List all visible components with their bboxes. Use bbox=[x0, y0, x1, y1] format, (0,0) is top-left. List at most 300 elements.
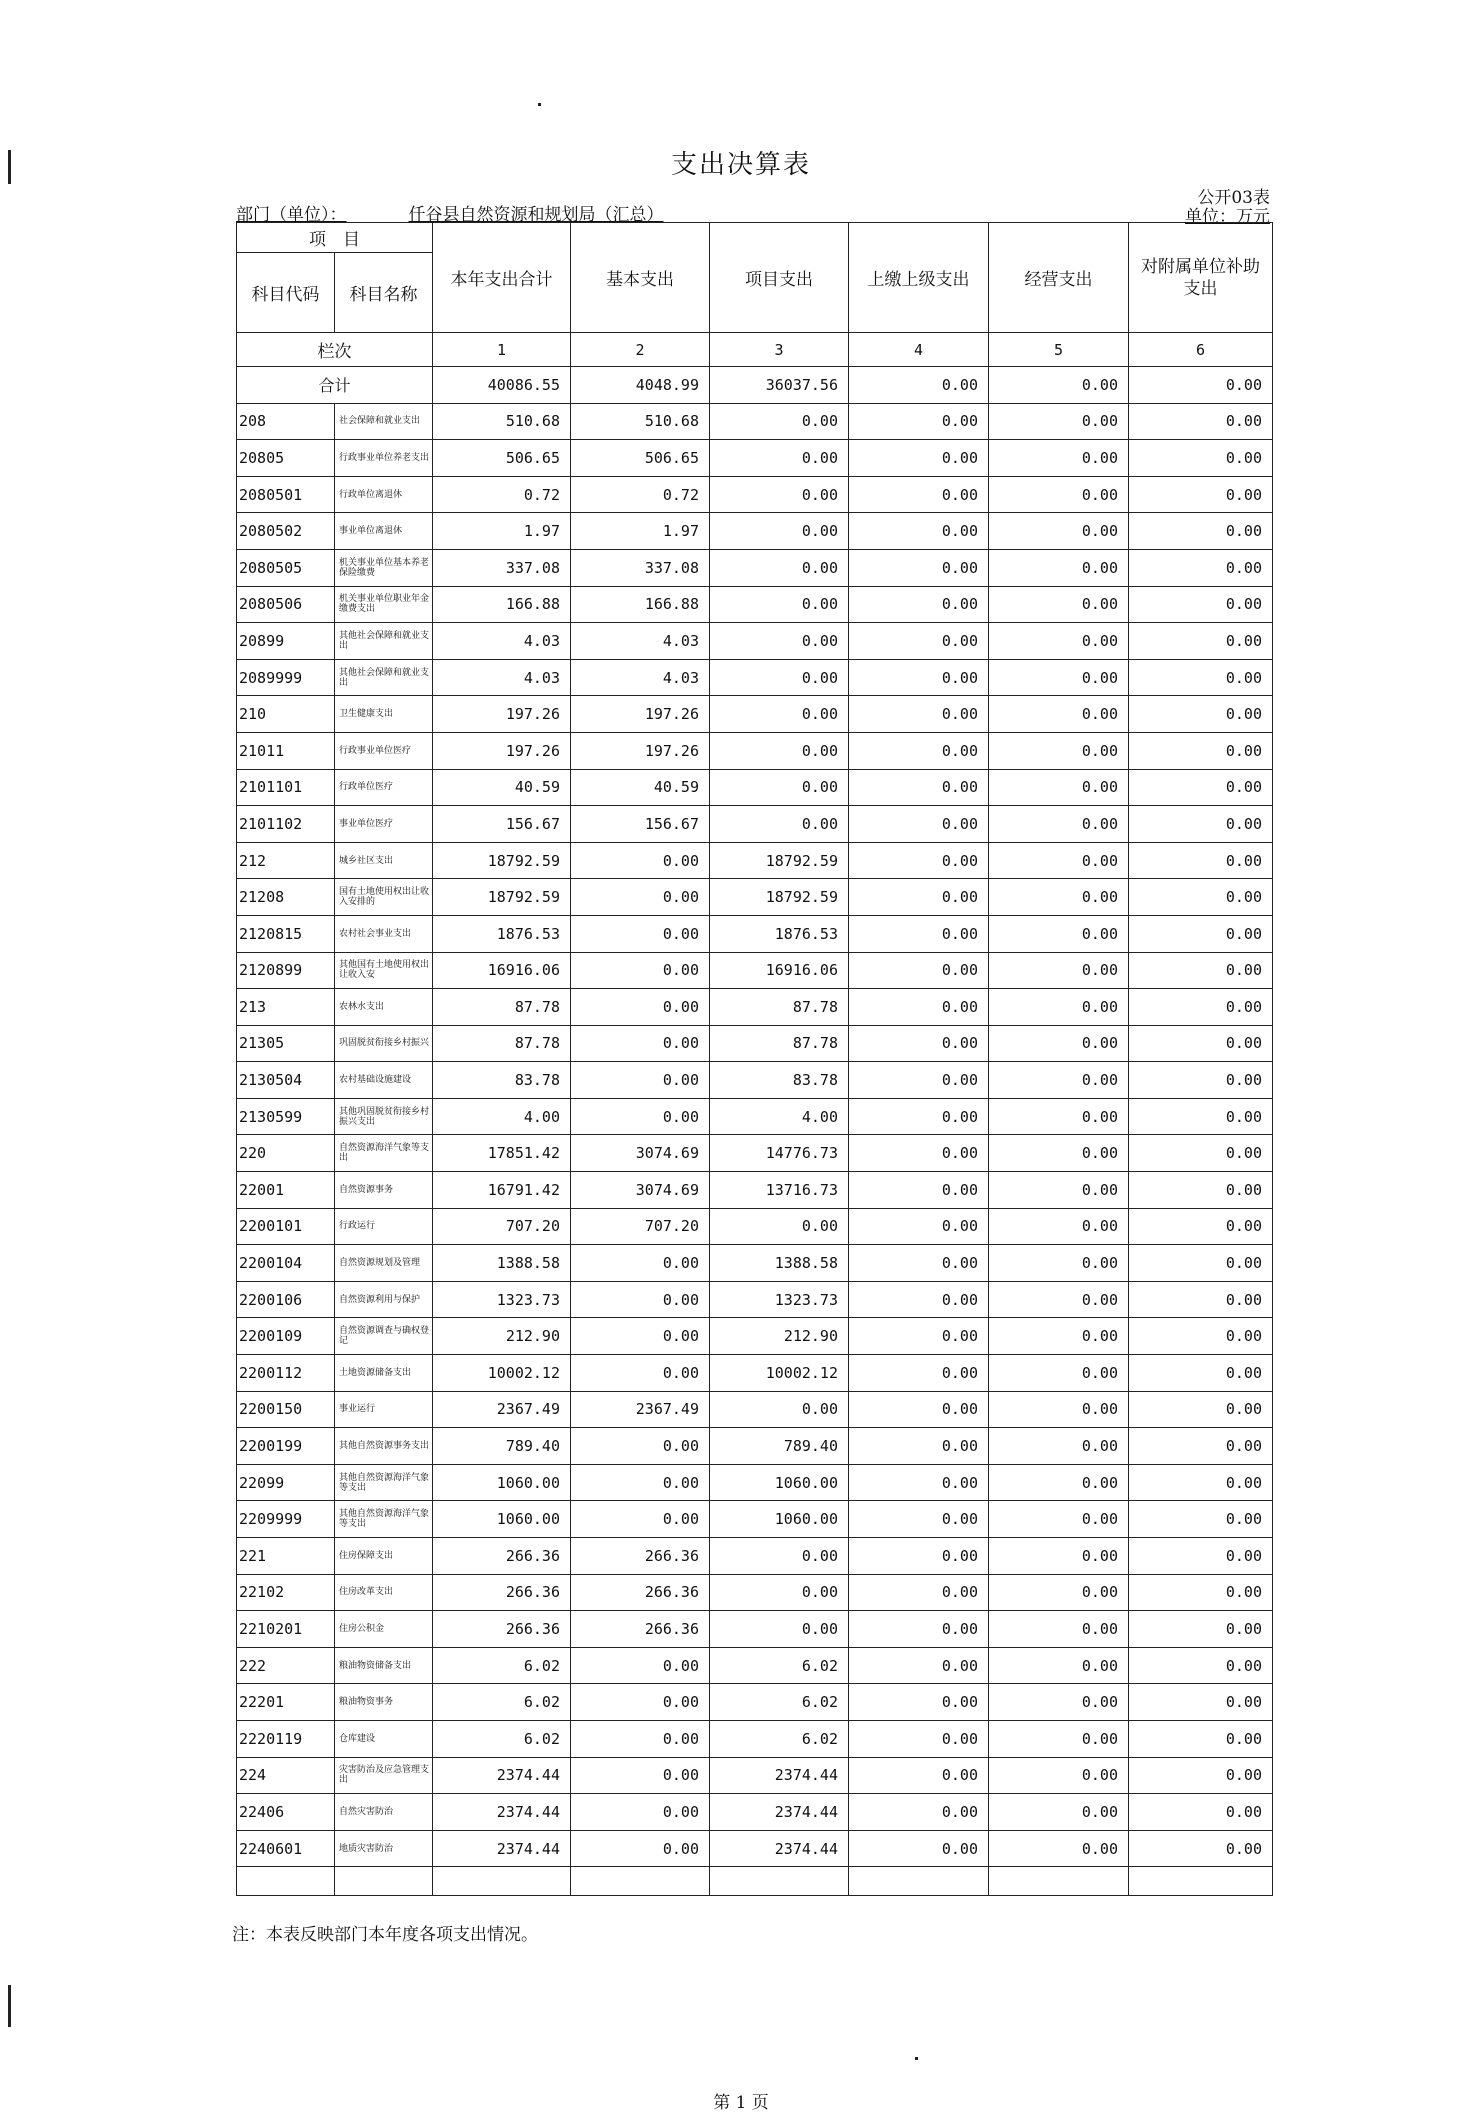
amount-cell: 0.00 bbox=[571, 1794, 710, 1831]
subject-code: 21011 bbox=[237, 732, 335, 769]
amount-cell: 0.00 bbox=[989, 769, 1129, 806]
amount-cell: 0.00 bbox=[571, 1025, 710, 1062]
amount-cell: 0.00 bbox=[571, 1647, 710, 1684]
subject-name: 行政单位离退休 bbox=[335, 476, 433, 513]
amount-cell: 0.00 bbox=[1129, 476, 1273, 513]
amount-cell: 0.00 bbox=[710, 1538, 849, 1575]
table-row bbox=[237, 842, 1273, 879]
table-row bbox=[237, 1538, 1273, 1575]
table-row bbox=[237, 586, 1273, 623]
amount-cell: 0.00 bbox=[989, 1538, 1129, 1575]
blank-cell bbox=[237, 1867, 335, 1896]
amount-cell: 0.00 bbox=[849, 732, 989, 769]
table-row bbox=[237, 1501, 1273, 1538]
amount-cell: 0.00 bbox=[710, 403, 849, 440]
amount-cell: 0.00 bbox=[989, 1830, 1129, 1867]
table-row bbox=[237, 696, 1273, 733]
subject-name: 农村基础设施建设 bbox=[335, 1062, 433, 1099]
amount-cell: 0.00 bbox=[571, 1318, 710, 1355]
table-row bbox=[237, 623, 1273, 660]
amount-cell: 0.00 bbox=[710, 513, 849, 550]
subject-name: 行政单位医疗 bbox=[335, 769, 433, 806]
amount-cell: 0.00 bbox=[710, 623, 849, 660]
amount-cell: 1876.53 bbox=[710, 915, 849, 952]
amount-cell: 0.00 bbox=[989, 513, 1129, 550]
subject-name: 其他国有土地使用权出让收入安 bbox=[335, 952, 433, 989]
amount-cell: 6.02 bbox=[710, 1720, 849, 1757]
col-number: 5 bbox=[989, 333, 1129, 367]
total-value: 0.00 bbox=[989, 367, 1129, 404]
subject-code: 208 bbox=[237, 403, 335, 440]
amount-cell: 1060.00 bbox=[433, 1464, 571, 1501]
subject-name: 其他社会保障和就业支出 bbox=[335, 623, 433, 660]
subject-name: 粮油物资储备支出 bbox=[335, 1647, 433, 1684]
subject-code: 2209999 bbox=[237, 1501, 335, 1538]
table-row bbox=[237, 952, 1273, 989]
amount-cell: 1060.00 bbox=[710, 1464, 849, 1501]
amount-cell: 0.00 bbox=[989, 1025, 1129, 1062]
amount-cell: 0.00 bbox=[989, 1428, 1129, 1465]
amount-cell: 0.00 bbox=[1129, 549, 1273, 586]
amount-cell: 2374.44 bbox=[433, 1794, 571, 1831]
amount-cell: 337.08 bbox=[433, 549, 571, 586]
amount-cell: 0.00 bbox=[849, 1062, 989, 1099]
amount-cell: 0.00 bbox=[849, 1794, 989, 1831]
subject-code: 2200106 bbox=[237, 1281, 335, 1318]
amount-cell: 0.00 bbox=[849, 1245, 989, 1282]
header-basic: 基本支出 bbox=[571, 223, 710, 333]
amount-cell: 0.00 bbox=[1129, 1757, 1273, 1794]
subject-name: 自然资源事务 bbox=[335, 1172, 433, 1209]
subject-code: 210 bbox=[237, 696, 335, 733]
subject-name: 地质灾害防治 bbox=[335, 1830, 433, 1867]
amount-cell: 0.00 bbox=[571, 1757, 710, 1794]
blank-cell bbox=[571, 1867, 710, 1896]
amount-cell: 510.68 bbox=[433, 403, 571, 440]
subject-code: 22406 bbox=[237, 1794, 335, 1831]
subject-code: 20805 bbox=[237, 440, 335, 477]
amount-cell: 0.00 bbox=[849, 586, 989, 623]
amount-cell: 0.00 bbox=[989, 1208, 1129, 1245]
amount-cell: 83.78 bbox=[710, 1062, 849, 1099]
subject-code: 224 bbox=[237, 1757, 335, 1794]
amount-cell: 0.00 bbox=[1129, 1208, 1273, 1245]
subject-code: 22102 bbox=[237, 1574, 335, 1611]
amount-cell: 156.67 bbox=[571, 806, 710, 843]
blank-cell bbox=[335, 1867, 433, 1896]
subject-code: 220 bbox=[237, 1135, 335, 1172]
amount-cell: 0.00 bbox=[989, 806, 1129, 843]
amount-cell: 212.90 bbox=[433, 1318, 571, 1355]
amount-cell: 6.02 bbox=[433, 1720, 571, 1757]
department-name: 仟谷县自然资源和规划局（汇总） bbox=[408, 205, 664, 225]
header-upper: 上缴上级支出 bbox=[849, 223, 989, 333]
amount-cell: 266.36 bbox=[571, 1538, 710, 1575]
subject-name: 行政事业单位养老支出 bbox=[335, 440, 433, 477]
amount-cell: 0.00 bbox=[989, 842, 1129, 879]
table-row bbox=[237, 1391, 1273, 1428]
amount-cell: 0.00 bbox=[571, 1098, 710, 1135]
amount-cell: 0.00 bbox=[1129, 1647, 1273, 1684]
amount-cell: 4.03 bbox=[571, 659, 710, 696]
amount-cell: 0.00 bbox=[849, 1720, 989, 1757]
amount-cell: 16916.06 bbox=[433, 952, 571, 989]
amount-cell: 0.00 bbox=[1129, 769, 1273, 806]
scan-dot-bottom bbox=[915, 2057, 918, 2060]
subject-code: 2080501 bbox=[237, 476, 335, 513]
amount-cell: 0.00 bbox=[710, 1574, 849, 1611]
amount-cell: 0.00 bbox=[1129, 1501, 1273, 1538]
amount-cell: 0.00 bbox=[1129, 1464, 1273, 1501]
amount-cell: 0.00 bbox=[1129, 806, 1273, 843]
subject-code: 22001 bbox=[237, 1172, 335, 1209]
subject-code: 2200112 bbox=[237, 1355, 335, 1392]
amount-cell: 506.65 bbox=[433, 440, 571, 477]
scan-dot-top bbox=[538, 103, 541, 106]
subject-name: 仓库建设 bbox=[335, 1720, 433, 1757]
amount-cell: 0.00 bbox=[710, 659, 849, 696]
amount-cell: 0.00 bbox=[1129, 696, 1273, 733]
header-total: 本年支出合计 bbox=[433, 223, 571, 333]
amount-cell: 0.00 bbox=[849, 1501, 989, 1538]
subject-code: 2080502 bbox=[237, 513, 335, 550]
subject-name: 城乡社区支出 bbox=[335, 842, 433, 879]
subject-code: 22201 bbox=[237, 1684, 335, 1721]
amount-cell: 0.00 bbox=[849, 1538, 989, 1575]
amount-cell: 0.00 bbox=[989, 1574, 1129, 1611]
amount-cell: 789.40 bbox=[710, 1428, 849, 1465]
amount-cell: 0.00 bbox=[849, 403, 989, 440]
amount-cell: 40.59 bbox=[433, 769, 571, 806]
amount-cell: 0.00 bbox=[849, 696, 989, 733]
subject-name: 自然资源调查与确权登记 bbox=[335, 1318, 433, 1355]
table-row bbox=[237, 879, 1273, 916]
amount-cell: 13716.73 bbox=[710, 1172, 849, 1209]
subject-code: 2210201 bbox=[237, 1611, 335, 1648]
table-row bbox=[237, 1684, 1273, 1721]
amount-cell: 0.00 bbox=[849, 952, 989, 989]
col-number: 2 bbox=[571, 333, 710, 367]
amount-cell: 0.00 bbox=[849, 1574, 989, 1611]
subject-name: 自然灾害防治 bbox=[335, 1794, 433, 1831]
blank-row bbox=[237, 1867, 1273, 1896]
table-row bbox=[237, 549, 1273, 586]
amount-cell: 212.90 bbox=[710, 1318, 849, 1355]
table-row bbox=[237, 1318, 1273, 1355]
blank-cell bbox=[710, 1867, 849, 1896]
amount-cell: 4.03 bbox=[433, 623, 571, 660]
amount-cell: 0.00 bbox=[1129, 1830, 1273, 1867]
subject-name: 其他自然资源海洋气象等支出 bbox=[335, 1501, 433, 1538]
amount-cell: 0.00 bbox=[571, 842, 710, 879]
amount-cell: 0.00 bbox=[1129, 1355, 1273, 1392]
amount-cell: 0.00 bbox=[849, 1684, 989, 1721]
table-row bbox=[237, 1281, 1273, 1318]
page-number: 第 1 页 bbox=[713, 2093, 769, 2113]
amount-cell: 0.00 bbox=[1129, 1720, 1273, 1757]
amount-cell: 0.00 bbox=[989, 1172, 1129, 1209]
subject-name: 巩固脱贫衔接乡村振兴 bbox=[335, 1025, 433, 1062]
table-row bbox=[237, 1574, 1273, 1611]
amount-cell: 6.02 bbox=[433, 1647, 571, 1684]
amount-cell: 0.00 bbox=[989, 1245, 1129, 1282]
blank-cell bbox=[989, 1867, 1129, 1896]
amount-cell: 0.00 bbox=[571, 1464, 710, 1501]
amount-cell: 0.00 bbox=[1129, 879, 1273, 916]
amount-cell: 0.00 bbox=[571, 1281, 710, 1318]
amount-cell: 6.02 bbox=[710, 1647, 849, 1684]
amount-cell: 0.00 bbox=[989, 1098, 1129, 1135]
amount-cell: 0.00 bbox=[849, 1830, 989, 1867]
table-row bbox=[237, 732, 1273, 769]
amount-cell: 0.00 bbox=[989, 1391, 1129, 1428]
table-row bbox=[237, 989, 1273, 1026]
amount-cell: 0.00 bbox=[1129, 1574, 1273, 1611]
table-row bbox=[237, 513, 1273, 550]
amount-cell: 0.00 bbox=[1129, 989, 1273, 1026]
subject-code: 2080506 bbox=[237, 586, 335, 623]
amount-cell: 0.00 bbox=[571, 1428, 710, 1465]
amount-cell: 266.36 bbox=[571, 1611, 710, 1648]
col-number: 4 bbox=[849, 333, 989, 367]
amount-cell: 4.00 bbox=[710, 1098, 849, 1135]
amount-cell: 197.26 bbox=[571, 732, 710, 769]
table-row bbox=[237, 1647, 1273, 1684]
col-number: 1 bbox=[433, 333, 571, 367]
subject-code: 2200109 bbox=[237, 1318, 335, 1355]
subject-code: 2101101 bbox=[237, 769, 335, 806]
subject-code: 22099 bbox=[237, 1464, 335, 1501]
subject-name: 自然资源利用与保护 bbox=[335, 1281, 433, 1318]
amount-cell: 156.67 bbox=[433, 806, 571, 843]
total-value: 40086.55 bbox=[433, 367, 571, 404]
amount-cell: 0.00 bbox=[710, 696, 849, 733]
amount-cell: 16791.42 bbox=[433, 1172, 571, 1209]
amount-cell: 337.08 bbox=[571, 549, 710, 586]
amount-cell: 0.00 bbox=[849, 1391, 989, 1428]
amount-cell: 0.00 bbox=[571, 1062, 710, 1099]
amount-cell: 10002.12 bbox=[710, 1355, 849, 1392]
subject-name: 行政事业单位医疗 bbox=[335, 732, 433, 769]
subject-code: 21208 bbox=[237, 879, 335, 916]
amount-cell: 2374.44 bbox=[433, 1757, 571, 1794]
amount-cell: 0.00 bbox=[1129, 403, 1273, 440]
amount-cell: 0.00 bbox=[989, 1355, 1129, 1392]
amount-cell: 0.00 bbox=[849, 1355, 989, 1392]
subject-code: 2200150 bbox=[237, 1391, 335, 1428]
amount-cell: 0.00 bbox=[710, 1391, 849, 1428]
table-row bbox=[237, 1830, 1273, 1867]
subject-name: 灾害防治及应急管理支出 bbox=[335, 1757, 433, 1794]
amount-cell: 1388.58 bbox=[710, 1245, 849, 1282]
subject-name: 土地资源储备支出 bbox=[335, 1355, 433, 1392]
subject-code: 213 bbox=[237, 989, 335, 1026]
amount-cell: 0.00 bbox=[710, 769, 849, 806]
amount-cell: 2367.49 bbox=[433, 1391, 571, 1428]
amount-cell: 0.00 bbox=[989, 440, 1129, 477]
amount-cell: 0.00 bbox=[849, 1647, 989, 1684]
amount-cell: 0.00 bbox=[571, 879, 710, 916]
amount-cell: 0.00 bbox=[1129, 915, 1273, 952]
amount-cell: 1.97 bbox=[433, 513, 571, 550]
table-row bbox=[237, 1062, 1273, 1099]
total-value: 4048.99 bbox=[571, 367, 710, 404]
table-row bbox=[237, 915, 1273, 952]
amount-cell: 0.00 bbox=[849, 549, 989, 586]
subject-name: 其他自然资源事务支出 bbox=[335, 1428, 433, 1465]
amount-cell: 789.40 bbox=[433, 1428, 571, 1465]
amount-cell: 0.00 bbox=[1129, 1391, 1273, 1428]
amount-cell: 0.00 bbox=[1129, 659, 1273, 696]
header-subsidy: 对附属单位补助支出 bbox=[1129, 223, 1273, 333]
subject-code: 2120815 bbox=[237, 915, 335, 952]
subject-name: 住房改革支出 bbox=[335, 1574, 433, 1611]
page-title: 支出决算表 bbox=[670, 150, 811, 180]
amount-cell: 0.00 bbox=[849, 842, 989, 879]
amount-cell: 4.03 bbox=[571, 623, 710, 660]
amount-cell: 4.00 bbox=[433, 1098, 571, 1135]
amount-cell: 0.00 bbox=[989, 1062, 1129, 1099]
amount-cell: 0.00 bbox=[989, 696, 1129, 733]
amount-cell: 18792.59 bbox=[710, 842, 849, 879]
amount-cell: 6.02 bbox=[710, 1684, 849, 1721]
amount-cell: 0.00 bbox=[849, 513, 989, 550]
amount-cell: 0.00 bbox=[849, 1098, 989, 1135]
amount-cell: 87.78 bbox=[433, 989, 571, 1026]
amount-cell: 0.00 bbox=[849, 659, 989, 696]
subject-name: 自然资源规划及管理 bbox=[335, 1245, 433, 1282]
amount-cell: 0.00 bbox=[989, 586, 1129, 623]
amount-cell: 707.20 bbox=[571, 1208, 710, 1245]
amount-cell: 197.26 bbox=[433, 732, 571, 769]
amount-cell: 0.00 bbox=[1129, 513, 1273, 550]
amount-cell: 0.00 bbox=[571, 1355, 710, 1392]
unit-label: 单位：万元 bbox=[1185, 207, 1270, 227]
subject-name: 机关事业单位基本养老保险缴费 bbox=[335, 549, 433, 586]
subject-code: 2089999 bbox=[237, 659, 335, 696]
amount-cell: 18792.59 bbox=[433, 842, 571, 879]
amount-cell: 0.00 bbox=[989, 659, 1129, 696]
amount-cell: 0.00 bbox=[571, 1245, 710, 1282]
amount-cell: 83.78 bbox=[433, 1062, 571, 1099]
amount-cell: 0.00 bbox=[849, 1135, 989, 1172]
table-row bbox=[237, 403, 1273, 440]
amount-cell: 0.00 bbox=[571, 1684, 710, 1721]
subject-name: 其他自然资源海洋气象等支出 bbox=[335, 1464, 433, 1501]
amount-cell: 0.00 bbox=[710, 732, 849, 769]
amount-cell: 0.00 bbox=[989, 549, 1129, 586]
amount-cell: 2374.44 bbox=[433, 1830, 571, 1867]
amount-cell: 3074.69 bbox=[571, 1172, 710, 1209]
table-row bbox=[237, 1611, 1273, 1648]
table-body bbox=[237, 367, 1273, 1896]
amount-cell: 0.72 bbox=[571, 476, 710, 513]
amount-cell: 2374.44 bbox=[710, 1757, 849, 1794]
amount-cell: 0.00 bbox=[989, 1281, 1129, 1318]
amount-cell: 0.00 bbox=[1129, 1135, 1273, 1172]
amount-cell: 0.00 bbox=[849, 769, 989, 806]
amount-cell: 197.26 bbox=[571, 696, 710, 733]
table-row bbox=[237, 440, 1273, 477]
subject-code: 2130599 bbox=[237, 1098, 335, 1135]
subject-code: 2200101 bbox=[237, 1208, 335, 1245]
amount-cell: 0.00 bbox=[989, 879, 1129, 916]
subject-name: 其他巩固脱贫衔接乡村振兴支出 bbox=[335, 1098, 433, 1135]
total-value: 36037.56 bbox=[710, 367, 849, 404]
form-number: 公开03表 bbox=[1197, 188, 1270, 208]
amount-cell: 0.00 bbox=[989, 732, 1129, 769]
amount-cell: 87.78 bbox=[710, 989, 849, 1026]
table-row bbox=[237, 1208, 1273, 1245]
amount-cell: 0.00 bbox=[849, 623, 989, 660]
subject-name: 行政运行 bbox=[335, 1208, 433, 1245]
amount-cell: 0.00 bbox=[1129, 1245, 1273, 1282]
col-number: 3 bbox=[710, 333, 849, 367]
subject-code: 2200104 bbox=[237, 1245, 335, 1282]
amount-cell: 0.00 bbox=[1129, 732, 1273, 769]
amount-cell: 0.00 bbox=[989, 1611, 1129, 1648]
amount-cell: 0.00 bbox=[849, 476, 989, 513]
table-row bbox=[237, 1355, 1273, 1392]
table-row bbox=[237, 659, 1273, 696]
subject-name: 事业单位离退休 bbox=[335, 513, 433, 550]
table-row bbox=[237, 806, 1273, 843]
amount-cell: 0.00 bbox=[989, 623, 1129, 660]
subject-code: 2200199 bbox=[237, 1428, 335, 1465]
amount-cell: 2374.44 bbox=[710, 1794, 849, 1831]
header-project-expenditure: 项目支出 bbox=[710, 223, 849, 333]
table-row bbox=[237, 769, 1273, 806]
amount-cell: 1876.53 bbox=[433, 915, 571, 952]
amount-cell: 4.03 bbox=[433, 659, 571, 696]
amount-cell: 0.00 bbox=[1129, 623, 1273, 660]
amount-cell: 0.00 bbox=[710, 1611, 849, 1648]
amount-cell: 0.72 bbox=[433, 476, 571, 513]
table-row bbox=[237, 1757, 1273, 1794]
subject-code: 2080505 bbox=[237, 549, 335, 586]
amount-cell: 0.00 bbox=[1129, 1538, 1273, 1575]
header-code: 科目代码 bbox=[237, 253, 335, 333]
amount-cell: 0.00 bbox=[1129, 1684, 1273, 1721]
amount-cell: 0.00 bbox=[1129, 1172, 1273, 1209]
table-row bbox=[237, 1245, 1273, 1282]
amount-cell: 0.00 bbox=[989, 1464, 1129, 1501]
amount-cell: 0.00 bbox=[1129, 586, 1273, 623]
total-value: 0.00 bbox=[849, 367, 989, 404]
amount-cell: 0.00 bbox=[571, 952, 710, 989]
subject-code: 20899 bbox=[237, 623, 335, 660]
amount-cell: 1388.58 bbox=[433, 1245, 571, 1282]
subject-name: 粮油物资事务 bbox=[335, 1684, 433, 1721]
amount-cell: 166.88 bbox=[571, 586, 710, 623]
subject-name: 住房保障支出 bbox=[335, 1538, 433, 1575]
subject-name: 自然资源海洋气象等支出 bbox=[335, 1135, 433, 1172]
department-label: 部门（单位）： bbox=[236, 205, 347, 225]
footnote: 注：本表反映部门本年度各项支出情况。 bbox=[232, 1925, 538, 1945]
amount-cell: 0.00 bbox=[849, 1464, 989, 1501]
amount-cell: 1060.00 bbox=[710, 1501, 849, 1538]
amount-cell: 0.00 bbox=[849, 1281, 989, 1318]
expenditure-table bbox=[236, 222, 1273, 1896]
amount-cell: 10002.12 bbox=[433, 1355, 571, 1392]
subject-code: 2120899 bbox=[237, 952, 335, 989]
subject-code: 222 bbox=[237, 1647, 335, 1684]
amount-cell: 0.00 bbox=[989, 952, 1129, 989]
amount-cell: 0.00 bbox=[1129, 842, 1273, 879]
amount-cell: 266.36 bbox=[433, 1538, 571, 1575]
amount-cell: 0.00 bbox=[989, 915, 1129, 952]
amount-cell: 0.00 bbox=[989, 989, 1129, 1026]
